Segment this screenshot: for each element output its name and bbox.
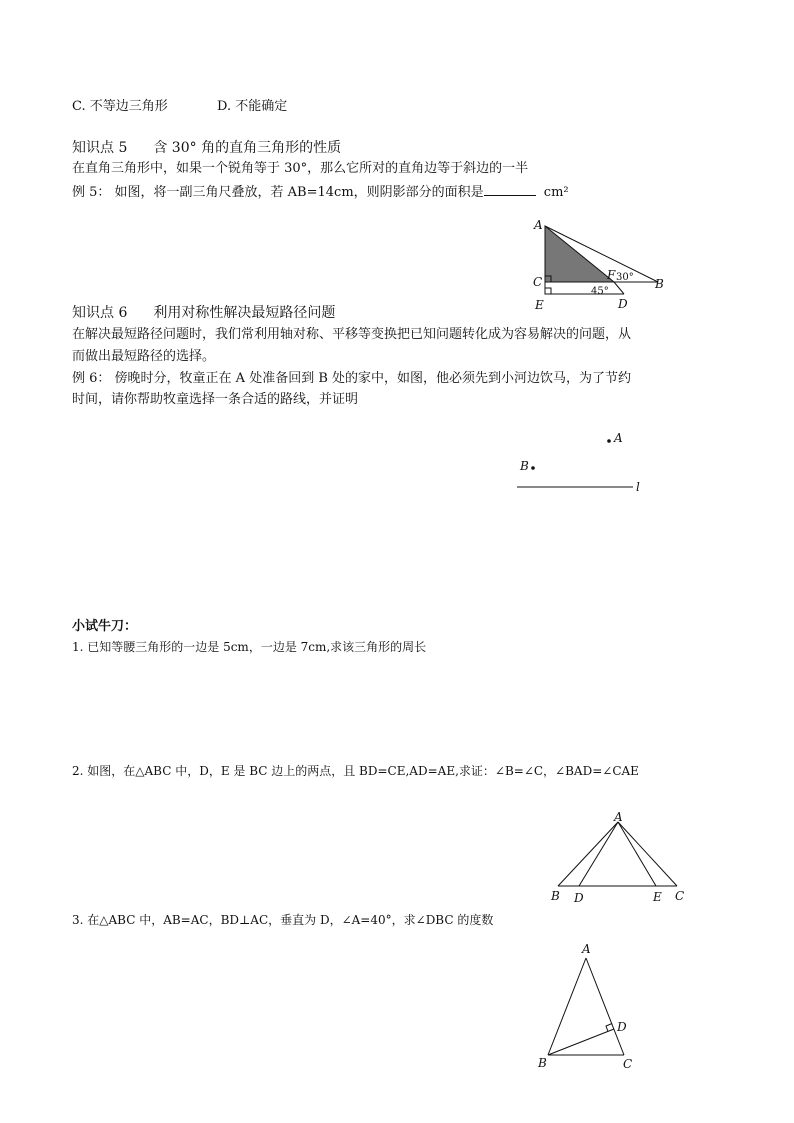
question-2: 2. 如图，在△ABC 中，D，E 是 BC 边上的两点，且 BD=CE,AD=AE,求证：∠B=∠C，∠BAD=∠CAE	[72, 764, 639, 778]
label-c: C	[533, 275, 543, 289]
question-1: 1. 已知等腰三角形的一边是 5cm，一边是 7cm,求该三角形的周长	[72, 640, 427, 654]
label-b: B	[551, 889, 560, 903]
label-e: E	[535, 298, 544, 312]
k5-example	[72, 184, 569, 199]
label-a: A	[582, 942, 591, 956]
question-3: 3. 在△ABC 中，AB=AC，BD⊥AC，垂直为 D，∠A=40°，求∠DBC 的度数	[72, 913, 494, 927]
label-a: A	[614, 431, 623, 445]
k6-heading	[72, 306, 335, 320]
q3-figure	[535, 940, 645, 1075]
label-l: l	[636, 480, 640, 494]
label-d: D	[617, 1020, 627, 1034]
label-b: B	[655, 277, 664, 291]
practice-heading: 小试牛刀：	[72, 619, 138, 634]
shaded-region	[545, 226, 614, 282]
k5-description: 在直角三角形中，如果一个锐角等于 30°，那么它所对的直角边等于斜边的一半	[72, 161, 529, 176]
label-c: C	[623, 1057, 633, 1071]
k5-example-unit: cm²	[543, 185, 569, 200]
option-d: D. 不能确定	[217, 99, 288, 114]
k6-figure	[512, 430, 652, 495]
point-a	[607, 439, 611, 443]
q2-figure	[545, 812, 695, 904]
label-f: F	[607, 268, 616, 282]
label-d: D	[574, 891, 584, 905]
answer-blank	[484, 184, 536, 196]
label-b: B	[538, 1056, 547, 1070]
k5-title: 含 30° 角的直角三角形的性质	[153, 140, 342, 156]
k6-number: 知识点 6	[72, 305, 128, 321]
k6-description-2: 而做出最短路径的选择。	[72, 349, 216, 364]
k6-example-2: 时间，请你帮助牧童选择一条合适的路线，并证明	[72, 392, 359, 407]
label-d: D	[618, 297, 628, 311]
label-c: C	[675, 889, 685, 903]
k5-heading	[72, 141, 341, 155]
k6-example-1: 例 6： 傍晚时分，牧童正在 A 处准备回到 B 处的家中，如图，他必须先到小河边饮马，为了节约	[72, 371, 632, 386]
k5-figure	[528, 218, 668, 313]
k5-number: 知识点 5	[72, 140, 128, 156]
label-a: A	[534, 218, 543, 232]
label-b: B	[520, 459, 529, 473]
point-b	[531, 466, 535, 470]
label-a: A	[614, 810, 623, 824]
label-e: E	[653, 890, 662, 904]
k5-example-text: 例 5： 如图，将一副三角尺叠放，若 AB=14cm，则阴影部分的面积是	[72, 185, 484, 200]
option-c: C. 不等边三角形	[72, 99, 168, 114]
angle-45: 45°	[591, 286, 609, 297]
angle-30: 30°	[616, 272, 634, 283]
k6-description-1: 在解决最短路径问题时，我们常利用轴对称、平移等变换把已知问题转化成为容易解决的问题，从	[72, 327, 632, 342]
k6-title: 利用对称性解决最短路径问题	[153, 305, 336, 321]
